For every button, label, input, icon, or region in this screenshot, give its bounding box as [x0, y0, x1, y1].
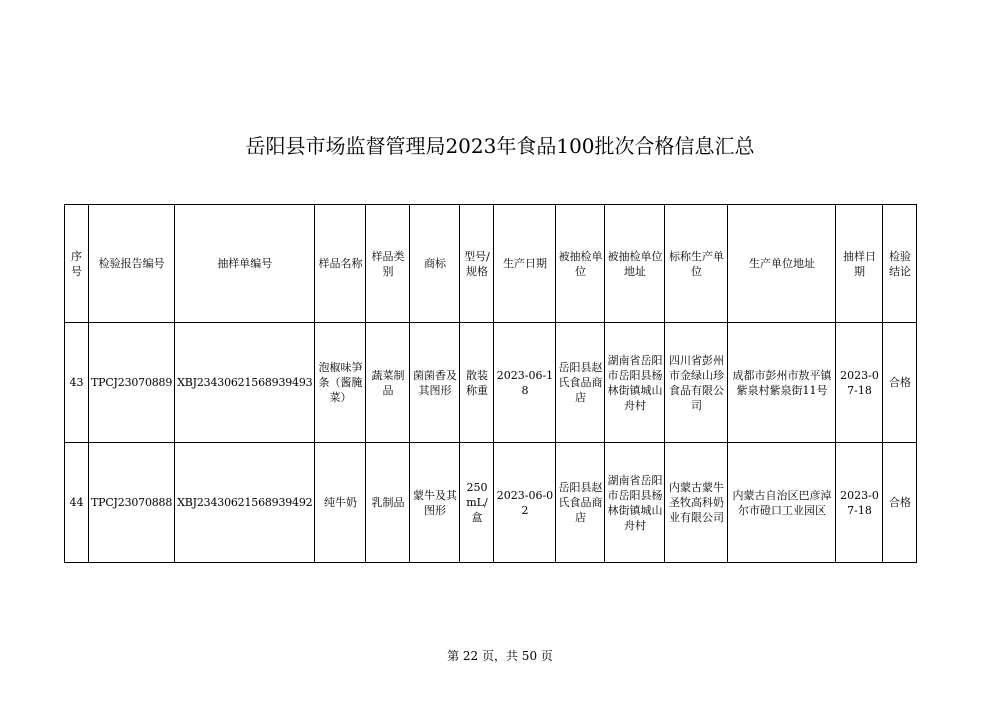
cell-sample-category: 乳制品 — [366, 443, 410, 563]
cell-production-date: 2023-06-02 — [494, 443, 556, 563]
header-sample-name: 样品名称 — [315, 205, 366, 323]
header-sample-no: 抽样单编号 — [175, 205, 315, 323]
cell-brand: 蒙牛及其图形 — [410, 443, 460, 563]
header-seq: 序号 — [65, 205, 89, 323]
header-producer-address: 生产单位地址 — [728, 205, 836, 323]
cell-inspected-unit: 岳阳县赵氏食品商店 — [556, 443, 605, 563]
header-inspected-address: 被抽检单位地址 — [605, 205, 665, 323]
cell-producer-address: 成都市彭州市敖平镇紫泉村紫泉街11号 — [728, 323, 836, 443]
cell-producer: 四川省彭州市金绿山珍食品有限公司 — [665, 323, 728, 443]
header-sampling-date: 抽样日期 — [836, 205, 883, 323]
cell-brand: 菌菌香及其图形 — [410, 323, 460, 443]
cell-result: 合格 — [883, 323, 917, 443]
header-inspected-unit: 被抽检单位 — [556, 205, 605, 323]
header-result: 检验结论 — [883, 205, 917, 323]
inspection-table — [64, 204, 917, 563]
cell-sample-category: 蔬菜制品 — [366, 323, 410, 443]
cell-sample-no: XBJ23430621568939492 — [175, 443, 315, 563]
cell-spec: 250mL/盒 — [460, 443, 494, 563]
cell-spec: 散装称重 — [460, 323, 494, 443]
header-report-no: 检验报告编号 — [89, 205, 175, 323]
cell-sample-no: XBJ23430621568939493 — [175, 323, 315, 443]
cell-inspected-unit: 岳阳县赵氏食品商店 — [556, 323, 605, 443]
cell-result: 合格 — [883, 443, 917, 563]
cell-inspected-address: 湖南省岳阳市岳阳县杨林街镇城山舟村 — [605, 323, 665, 443]
page-number: 第 22 页，共 50 页 — [447, 649, 553, 663]
cell-producer-address: 内蒙古自治区巴彦淖尔市磴口工业园区 — [728, 443, 836, 563]
header-production-date: 生产日期 — [494, 205, 556, 323]
table-row — [65, 323, 917, 443]
table-row — [65, 443, 917, 563]
cell-production-date: 2023-06-18 — [494, 323, 556, 443]
cell-seq: 43 — [65, 323, 89, 443]
header-brand: 商标 — [410, 205, 460, 323]
cell-sample-name: 泡椒味笋条（酱腌菜） — [315, 323, 366, 443]
header-producer: 标称生产单位 — [665, 205, 728, 323]
header-spec: 型号/规格 — [460, 205, 494, 323]
cell-sample-name: 纯牛奶 — [315, 443, 366, 563]
cell-seq: 44 — [65, 443, 89, 563]
header-sample-category: 样品类别 — [366, 205, 410, 323]
cell-inspected-address: 湖南省岳阳市岳阳县杨林街镇城山舟村 — [605, 443, 665, 563]
cell-sampling-date: 2023-07-18 — [836, 323, 883, 443]
cell-producer: 内蒙古蒙牛圣牧高科奶业有限公司 — [665, 443, 728, 563]
cell-report-no: TPCJ23070889 — [89, 323, 175, 443]
document-title: 岳阳县市场监督管理局2023年食品100批次合格信息汇总 — [245, 134, 755, 158]
cell-report-no: TPCJ23070888 — [89, 443, 175, 563]
cell-sampling-date: 2023-07-18 — [836, 443, 883, 563]
table-header-row — [65, 205, 917, 323]
